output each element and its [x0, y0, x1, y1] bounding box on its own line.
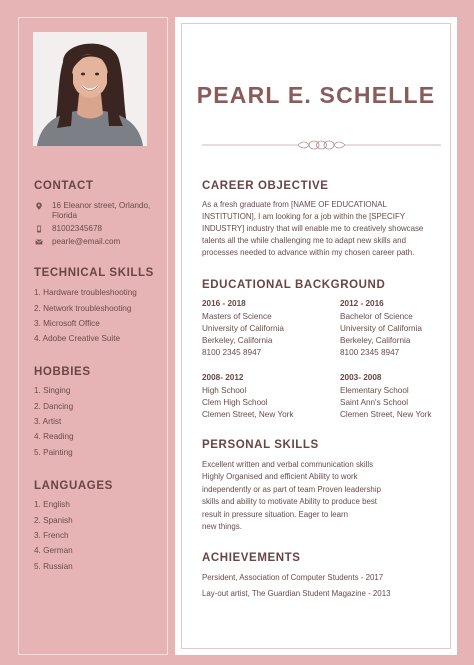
education-city: Clemen Street, New York — [340, 410, 432, 419]
hobby-item: 5. Painting — [34, 448, 73, 457]
envelope-icon — [35, 238, 43, 246]
sidebar — [0, 0, 175, 665]
technical-skill-item: 1. Hardware troubleshooting — [34, 288, 137, 297]
contact-heading: CONTACT — [34, 180, 94, 192]
education-school: Clem High School — [202, 398, 268, 407]
education-city: Berkeley, California — [340, 336, 411, 345]
hobby-item: 2. Dancing — [34, 402, 74, 411]
career-objective-line: INDUSTRY] industry that will enable me to creatively showcase — [202, 224, 424, 233]
personal-skills-line: result in pressure situation. Eager to learn — [202, 510, 349, 519]
language-item: 5. Russian — [34, 562, 73, 571]
education-phone: 8100 2345 8947 — [340, 348, 400, 357]
education-degree: Bachelor of Science — [340, 312, 413, 321]
personal-skills-line: Excellent written and verbal communication skills — [202, 460, 374, 469]
education-school: University of California — [340, 324, 422, 333]
education-city: Berkeley, California — [202, 336, 273, 345]
achievement-item: Persident, Association of Computer Students - 2017 — [202, 573, 384, 582]
contact-address-line2: Florida — [52, 211, 78, 220]
contact-phone: 8100234567​8 — [52, 224, 103, 233]
education-years: 2016 - 2018 — [202, 299, 246, 308]
achievements-heading: ACHIEVEMENTS — [202, 552, 301, 564]
career-objective-line: INSTITUTION], I am looking for a job within the [SPECIFY — [202, 212, 406, 221]
language-item: 3. French — [34, 531, 69, 540]
personal-skills-line: skills and ability to motivate Ability to produce best — [202, 497, 377, 506]
language-item: 4. German — [34, 546, 73, 555]
ornamental-divider — [202, 138, 441, 152]
location-pin-icon — [35, 202, 43, 210]
education-heading: EDUCATIONAL BACKGROUND — [202, 279, 386, 291]
education-years: 2003- 2008 — [340, 373, 382, 382]
education-degree: Masters of Science — [202, 312, 272, 321]
hobbies-heading: HOBBIES — [34, 366, 91, 378]
education-years: 2008- 2012 — [202, 373, 244, 382]
contact-address-line1: 16 Eleanor street, Orlando, — [52, 201, 151, 210]
career-objective-line: talents all the while challenging me to adapt new skills and — [202, 236, 406, 245]
education-phone: 8100 2345 8947 — [202, 348, 262, 357]
phone-icon — [35, 225, 43, 233]
hobby-item: 1. Singing — [34, 386, 71, 395]
achievement-item: Lay-out artist, The Guardian Student Magazine - 2013 — [202, 589, 391, 598]
contact-email[interactable]: pearle@email.com — [52, 237, 121, 246]
language-item: 2. Spanish — [34, 516, 73, 525]
technical-skill-item: 3. Microsoft Office — [34, 319, 100, 328]
education-city: Clemen Street, New York — [202, 410, 294, 419]
technical-skill-item: 2. Network troubleshooting — [34, 304, 132, 313]
language-item: 1. English — [34, 500, 70, 509]
education-school: University of California — [202, 324, 284, 333]
profile-photo — [33, 32, 147, 146]
career-objective-line: processes needed to advance within my chosen career path. — [202, 248, 415, 257]
education-degree: High School — [202, 386, 247, 395]
education-years: 2012 - 2016 — [340, 299, 384, 308]
technical-skill-item: 4. Adobe Creative Suite — [34, 334, 121, 343]
education-school: Saint Ann's School — [340, 398, 409, 407]
candidate-name: PEARL E. SCHELLE — [196, 82, 436, 108]
personal-skills-heading: PERSONAL SKILLS — [202, 439, 319, 451]
personal-skills-line: Highly Organised and efficient Ability to work — [202, 472, 358, 481]
profile-photo-illustration — [33, 32, 147, 146]
hobby-item: 3. Artist — [34, 417, 62, 426]
hobby-item: 4. Reading — [34, 432, 74, 441]
personal-skills-line: new things. — [202, 522, 242, 531]
career-objective-heading: CAREER OBJECTIVE — [202, 180, 329, 192]
education-degree: Elementary School — [340, 386, 409, 395]
technical-skills-heading: TECHNICAL SKILLS — [34, 267, 154, 279]
languages-heading: LANGUAGES — [34, 480, 113, 492]
personal-skills-line: independently or as part of team Proven leadership — [202, 485, 381, 494]
career-objective-line: As a fresh graduate from [NAME OF EDUCATIONAL — [202, 200, 387, 209]
